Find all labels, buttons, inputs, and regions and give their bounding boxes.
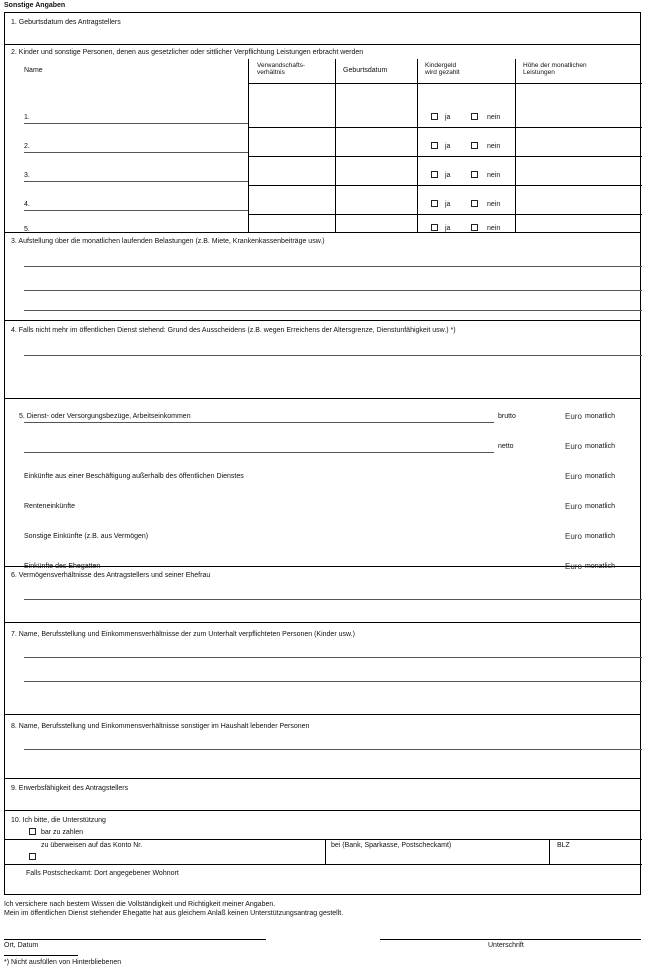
nein-label: nein bbox=[487, 201, 501, 208]
ja-label: ja bbox=[445, 201, 451, 208]
kindergeld-nein-checkbox[interactable] bbox=[471, 200, 478, 207]
write-line bbox=[24, 452, 494, 453]
write-line bbox=[24, 290, 642, 291]
col-header-name: Name bbox=[24, 67, 43, 74]
euro-label: Euro bbox=[565, 412, 582, 421]
section-9-capability bbox=[5, 779, 640, 811]
col-header-kindergeld-1: Kindergeld bbox=[425, 62, 457, 69]
section-1-label: 1. Geburtsdatum des Antragstellers bbox=[11, 19, 121, 26]
section-9-label: 9. Erwerbsfähigkeit des Antragstellers bbox=[11, 785, 129, 792]
col-header-relation-2: verhältnis bbox=[257, 69, 285, 76]
monatlich-label: monatlich bbox=[585, 413, 615, 420]
col-header-birthdate: Geburtsdatum bbox=[343, 67, 388, 74]
write-line bbox=[24, 749, 642, 750]
column-divider bbox=[417, 59, 418, 233]
section-2-label: 2. Kinder und sonstige Personen, denen aus gesetzlicher oder sittlicher Verpflichtung Leistungen erbracht werden bbox=[11, 49, 364, 56]
section-8-label: 8. Name, Berufsstellung und Einkommensverhältnisse sonstiger im Haushalt lebender Personen bbox=[11, 723, 310, 730]
row-divider bbox=[248, 185, 642, 186]
section-10-label: 10. Ich bitte, die Unterstützung bbox=[11, 817, 106, 824]
section-4-label: 4. Falls nicht mehr im öffentlichen Dienst stehend: Grund des Ausscheidens (z.B. wegen Erreichens der Altersgrenze, Dienstunfähigkeit usw.) *) bbox=[11, 327, 456, 334]
blz-label: BLZ bbox=[557, 842, 570, 849]
column-divider bbox=[549, 839, 550, 864]
signature-line bbox=[380, 939, 641, 940]
footnote: *) Nicht ausfüllen von Hinterbliebenen bbox=[4, 959, 122, 966]
write-line bbox=[24, 422, 494, 423]
ja-label: ja bbox=[445, 114, 451, 121]
spouse-income-label: Einkünfte des Ehegatten bbox=[24, 563, 101, 570]
cash-checkbox[interactable] bbox=[29, 828, 36, 835]
row-number: 5. bbox=[24, 226, 30, 233]
kindergeld-ja-checkbox[interactable] bbox=[431, 113, 438, 120]
row-divider bbox=[248, 214, 642, 215]
row-divider bbox=[5, 839, 642, 840]
brutto-label: brutto bbox=[498, 413, 516, 420]
kindergeld-ja-checkbox[interactable] bbox=[431, 224, 438, 231]
row-divider bbox=[248, 156, 642, 157]
section-8-household bbox=[5, 715, 640, 779]
kindergeld-ja-checkbox[interactable] bbox=[431, 171, 438, 178]
section-10-payment bbox=[5, 811, 640, 896]
write-line bbox=[24, 266, 642, 267]
section-7-maintenance bbox=[5, 623, 640, 715]
row-number: 3. bbox=[24, 172, 30, 179]
page-heading: Sonstige Angaben bbox=[4, 2, 66, 9]
cash-label: bar zu zahlen bbox=[41, 829, 84, 836]
row-number: 2. bbox=[24, 143, 30, 150]
nein-label: nein bbox=[487, 114, 501, 121]
monatlich-label: monatlich bbox=[585, 563, 615, 570]
euro-label: Euro bbox=[565, 442, 582, 451]
nein-label: nein bbox=[487, 143, 501, 150]
section-3-label: 3. Aufstellung über die monatlichen laufenden Belastungen (z.B. Miete, Krankenkassenbeiträge usw.) bbox=[11, 238, 325, 245]
ja-label: ja bbox=[445, 143, 451, 150]
row-divider bbox=[5, 864, 642, 865]
write-line bbox=[24, 310, 642, 311]
ja-label: ja bbox=[445, 225, 451, 232]
place-date-line bbox=[4, 939, 266, 940]
section-2-dependents bbox=[5, 45, 640, 233]
col-header-amount-2: Leistungen bbox=[523, 69, 555, 76]
euro-label: Euro bbox=[565, 502, 582, 511]
row-divider bbox=[248, 127, 642, 128]
kindergeld-ja-checkbox[interactable] bbox=[431, 200, 438, 207]
name-write-line bbox=[24, 152, 248, 153]
section-5-income bbox=[5, 399, 640, 571]
kindergeld-nein-checkbox[interactable] bbox=[471, 224, 478, 231]
declaration-line-1: Ich versichere nach bestem Wissen die Vollständigkeit und Richtigkeit meiner Angaben. bbox=[4, 901, 276, 908]
euro-label: Euro bbox=[565, 562, 582, 571]
kindergeld-nein-checkbox[interactable] bbox=[471, 171, 478, 178]
other-income-label: Sonstige Einkünfte (z.B. aus Vermögen) bbox=[24, 533, 149, 540]
row-number: 1. bbox=[24, 114, 30, 121]
monatlich-label: monatlich bbox=[585, 533, 615, 540]
write-line bbox=[24, 599, 642, 600]
euro-label: Euro bbox=[565, 472, 582, 481]
section-3-expenses bbox=[5, 233, 640, 321]
ja-label: ja bbox=[445, 172, 451, 179]
section-4-retirement bbox=[5, 321, 640, 399]
euro-label: Euro bbox=[565, 532, 582, 541]
col-header-kindergeld-2: wird gezahlt bbox=[425, 69, 460, 76]
transfer-label: zu überweisen auf das Konto Nr. bbox=[41, 842, 143, 849]
transfer-checkbox[interactable] bbox=[29, 853, 36, 860]
signature-label: Unterschrift bbox=[488, 942, 524, 949]
monatlich-label: monatlich bbox=[585, 443, 615, 450]
nein-label: nein bbox=[487, 225, 501, 232]
declaration-line-2: Mein im öffentlichen Dienst stehender Ehegatte hat aus gleichem Anlaß keinen Unterstützungsantrag gestellt. bbox=[4, 910, 344, 917]
section-5-label: 5. Dienst- oder Versorgungsbezüge, Arbeitseinkommen bbox=[19, 413, 191, 420]
column-divider bbox=[335, 59, 336, 233]
write-line bbox=[24, 681, 642, 682]
col-header-relation-1: Verwandschafts- bbox=[257, 62, 306, 69]
name-write-line bbox=[24, 123, 248, 124]
name-write-line bbox=[24, 210, 248, 211]
monatlich-label: monatlich bbox=[585, 473, 615, 480]
column-divider bbox=[515, 59, 516, 233]
place-date-label: Ort, Datum bbox=[4, 942, 39, 949]
write-line bbox=[24, 657, 642, 658]
write-line bbox=[24, 355, 642, 356]
section-7-label: 7. Name, Berufsstellung und Einkommensverhältnisse der zum Unterhalt verpflichteten Personen (Kinder usw.) bbox=[11, 631, 355, 638]
pension-label: Renteneinkünfte bbox=[24, 503, 75, 510]
footnote-separator bbox=[4, 955, 78, 956]
row-number: 4. bbox=[24, 201, 30, 208]
section-6-label: 6. Vermögensverhältnisse des Antragstellers und seiner Ehefrau bbox=[11, 572, 211, 579]
netto-label: netto bbox=[498, 443, 514, 450]
column-divider bbox=[248, 59, 249, 233]
nein-label: nein bbox=[487, 172, 501, 179]
column-divider bbox=[325, 839, 326, 864]
kindergeld-nein-checkbox[interactable] bbox=[471, 113, 478, 120]
bank-label: bei (Bank, Sparkasse, Postscheckamt) bbox=[331, 842, 452, 849]
outside-employment-label: Einkünfte aus einer Beschäftigung außerhalb des öffentlichen Dienstes bbox=[24, 473, 244, 480]
col-header-amount-1: Höhe der monatlichen bbox=[523, 62, 587, 69]
postcheck-label: Falls Postscheckamt: Dort angegebener Wohnort bbox=[26, 870, 179, 877]
section-6-assets bbox=[5, 567, 640, 623]
kindergeld-nein-checkbox[interactable] bbox=[471, 142, 478, 149]
name-write-line bbox=[24, 181, 248, 182]
section-1-birthdate bbox=[5, 13, 640, 45]
kindergeld-ja-checkbox[interactable] bbox=[431, 142, 438, 149]
application-form bbox=[4, 12, 641, 895]
row-divider bbox=[248, 83, 642, 84]
monatlich-label: monatlich bbox=[585, 503, 615, 510]
